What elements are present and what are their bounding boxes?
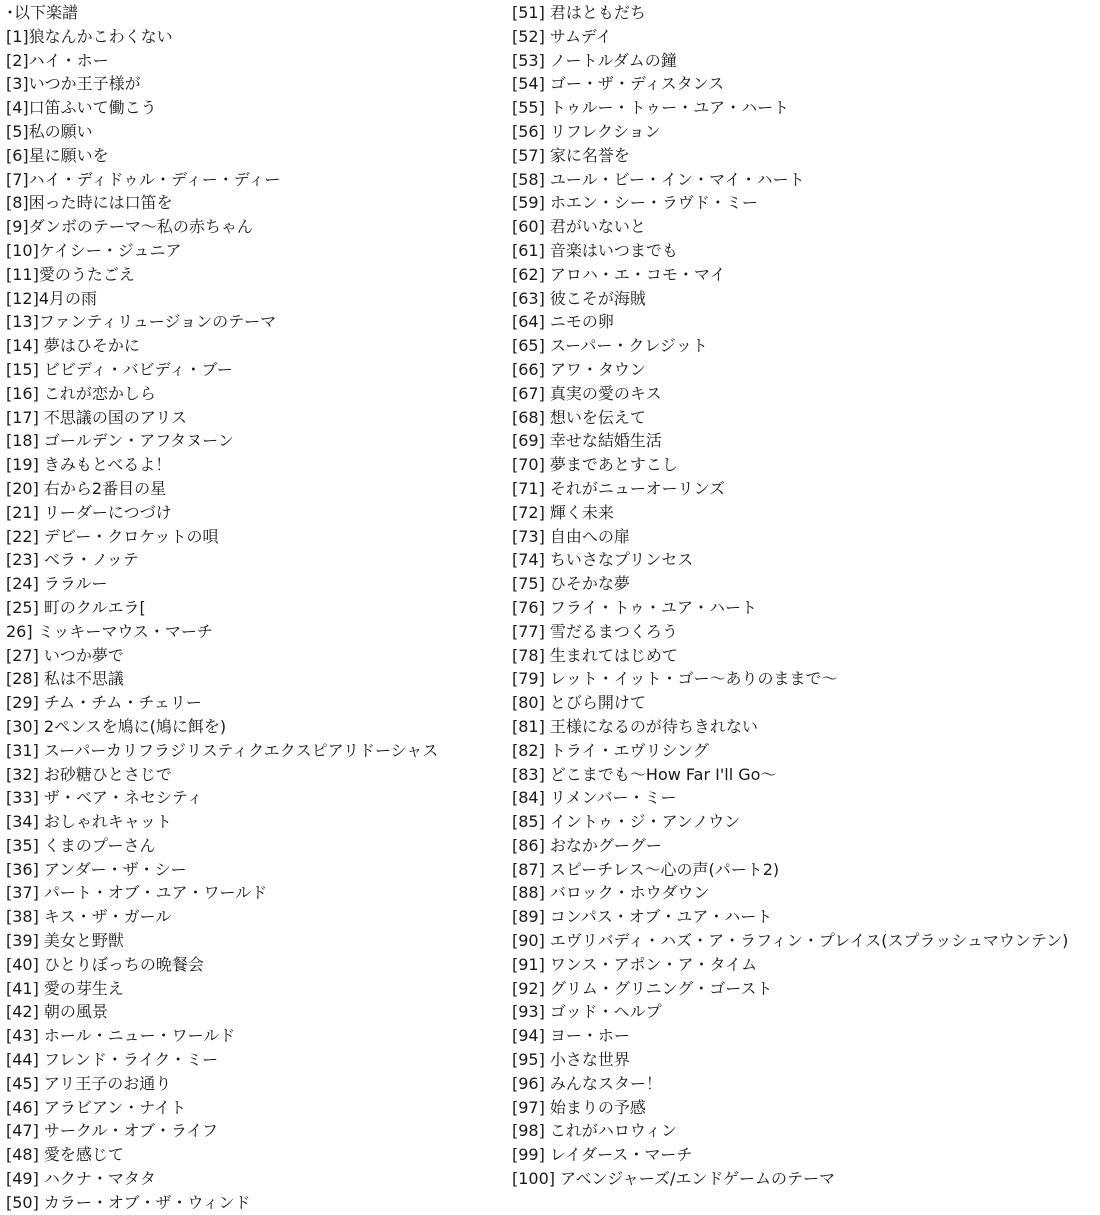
- song-list-item: [46] アラビアン・ナイト: [6, 1097, 187, 1117]
- song-list-item: [49] ハクナ・マタタ: [6, 1169, 156, 1189]
- song-list-item: [48] 愛を感じて: [6, 1145, 124, 1165]
- song-list-item: [22] デビー・クロケットの唄: [6, 526, 219, 546]
- song-list-item: [53] ノートルダムの鐘: [512, 50, 677, 70]
- song-list-item: [6]星に願いを: [6, 145, 109, 165]
- song-list-item: [58] ユール・ビー・イン・マイ・ハート: [512, 169, 805, 189]
- song-list-item: [55] トゥルー・トゥー・ユア・ハート: [512, 98, 790, 118]
- song-list-item: [74] ちいさなプリンセス: [512, 550, 694, 570]
- song-list-item: [83] どこまでも〜How Far I'll Go〜: [512, 764, 777, 784]
- song-list-item: [23] ベラ・ノッテ: [6, 550, 139, 570]
- song-list-item: [18] ゴールデン・アフタヌーン: [6, 431, 234, 451]
- song-list-item: [45] アリ王子のお通り: [6, 1073, 172, 1093]
- song-list-item: [54] ゴー・ザ・ディスタンス: [512, 74, 725, 94]
- song-list-item: [59] ホエン・シー・ラヴド・ミー: [512, 193, 758, 213]
- song-list-item: [98] これがハロウィン: [512, 1121, 677, 1141]
- song-list-item: [30] 2ペンスを鳩に(鳩に餌を): [6, 716, 227, 736]
- song-list-item: [87] スピーチレス〜心の声(パート2): [512, 859, 780, 879]
- song-list-item: [24] ララルー: [6, 574, 108, 594]
- song-list-item: [82] トライ・エヴリシング: [512, 740, 709, 760]
- song-list-item: [21] リーダーにつづけ: [6, 502, 172, 522]
- song-list-item: [76] フライ・トゥ・ユア・ハート: [512, 597, 758, 617]
- song-list-item: [4]口笛ふいて働こう: [6, 98, 157, 118]
- song-list-item: [3]いつか王子様が: [6, 74, 141, 94]
- song-list-item: [64] ニモの卵: [512, 312, 614, 332]
- song-list-item: [93] ゴッド・ヘルプ: [512, 1002, 662, 1022]
- song-list-item: [28] 私は不思議: [6, 669, 124, 689]
- song-list-item: [35] くまのプーさん: [6, 835, 156, 855]
- song-list-item: [62] アロハ・エ・コモ・マイ: [512, 264, 726, 284]
- song-list-item: [67] 真実の愛のキス: [512, 383, 662, 403]
- song-list-item: [17] 不思議の国のアリス: [6, 407, 187, 427]
- song-list-item: [57] 家に名誉を: [512, 145, 630, 165]
- song-list-item: [40] ひとりぼっちの晩餐会: [6, 954, 204, 974]
- song-list-item: [13]ファンティリュージョンのテーマ: [6, 312, 277, 332]
- song-list-item: [94] ヨー・ホー: [512, 1026, 630, 1046]
- song-list-item: [99] レイダース・マーチ: [512, 1145, 693, 1165]
- song-list-item: [97] 始まりの予感: [512, 1097, 646, 1117]
- song-list-item: [66] アワ・タウン: [512, 359, 646, 379]
- song-list-item: [96] みんなスター！: [512, 1073, 662, 1093]
- song-list-item: [33] ザ・ベア・ネセシティ: [6, 788, 203, 808]
- song-list-item: [19] きみもとべるよ！: [6, 455, 172, 475]
- song-list-item: [84] リメンバー・ミー: [512, 788, 677, 808]
- song-list-item: [10]ケイシー・ジュニア: [6, 240, 182, 260]
- song-list-right: [512, 1, 1100, 1191]
- song-list-item: [51] 君はともだち: [512, 3, 646, 22]
- song-list-item: [37] パート・オブ・ユア・ワールド: [6, 883, 268, 903]
- song-list-item: [100] アベンジャーズ/エンドゲームのテーマ: [512, 1169, 836, 1189]
- song-list-item: [32] お砂糖ひとさじで: [6, 764, 172, 784]
- song-list-item: [73] 自由への扉: [512, 526, 630, 546]
- song-list-item: [60] 君がいないと: [512, 217, 646, 237]
- song-list-item: [52] サムデイ: [512, 26, 612, 46]
- song-list-item: [50] カラー・オブ・ザ・ウィンド: [6, 1192, 251, 1212]
- song-list-item: [68] 想いを伝えて: [512, 407, 646, 427]
- song-list-item: [42] 朝の風景: [6, 1002, 108, 1022]
- song-list-item: [5]私の願い: [6, 121, 93, 141]
- song-list-left: [6, 1, 506, 1215]
- song-list-item: [31] スーパーカリフラジリスティクエクスピアリドーシャス: [6, 740, 439, 760]
- song-list-item: [90] エヴリバディ・ハズ・ア・ラフィン・プレイス(スプラッシュマウンテン): [512, 931, 1069, 951]
- song-list-item: [92] グリム・グリニング・ゴースト: [512, 978, 773, 998]
- song-list-item: [2]ハイ・ホー: [6, 50, 109, 70]
- song-list-item: [16] これが恋かしら: [6, 383, 156, 403]
- song-list-item: [91] ワンス・アポン・ア・タイム: [512, 954, 758, 974]
- song-list-item: [86] おなかグーグー: [512, 835, 662, 855]
- song-list-item: [44] フレンド・ライク・ミー: [6, 1050, 219, 1070]
- song-list-item: [12]4月の雨: [6, 288, 98, 308]
- song-list-item: [80] とびら開けて: [512, 693, 646, 713]
- song-list-item: [47] サークル・オブ・ライフ: [6, 1121, 219, 1141]
- song-list-item: [41] 愛の芽生え: [6, 978, 124, 998]
- list-heading: ･以下楽譜: [6, 3, 79, 22]
- song-list-item: [89] コンパス・オブ・ユア・ハート: [512, 907, 773, 927]
- song-list-item: [79] レット・イット・ゴー〜ありのままで〜: [512, 669, 838, 689]
- song-list-item: [65] スーパー・クレジット: [512, 336, 708, 356]
- song-list-item: [39] 美女と野獣: [6, 931, 124, 951]
- song-list-item: [43] ホール・ニュー・ワールド: [6, 1026, 236, 1046]
- song-list-item: [25] 町のクルエラ[: [6, 597, 146, 617]
- song-list-item: [71] それがニューオーリンズ: [512, 478, 726, 498]
- song-list-item: [7]ハイ・ディドゥル・ディー・ディー: [6, 169, 281, 189]
- song-list-item: [8]困った時には口笛を: [6, 193, 173, 213]
- song-list-item: [72] 輝く未来: [512, 502, 614, 522]
- song-list-item: [75] ひそかな夢: [512, 574, 630, 594]
- song-list-item: [29] チム・チム・チェリー: [6, 693, 202, 713]
- song-list-item: [61] 音楽はいつまでも: [512, 240, 678, 260]
- song-list-item: [20] 右から2番目の星: [6, 478, 167, 498]
- song-list-item: [38] キス・ザ・ガール: [6, 907, 172, 927]
- song-list-item: [85] イントゥ・ジ・アンノウン: [512, 812, 741, 832]
- song-list-item: [9]ダンボのテーマ〜私の赤ちゃん: [6, 217, 253, 237]
- song-list-item: [88] バロック・ホウダウン: [512, 883, 710, 903]
- song-list-item: [78] 生まれてはじめて: [512, 645, 678, 665]
- song-list-item: [14] 夢はひそかに: [6, 336, 140, 356]
- song-list-item: [1]狼なんかこわくない: [6, 26, 173, 46]
- song-list-item: [11]愛のうたごえ: [6, 264, 135, 284]
- song-list-item: [70] 夢まであとすこし: [512, 455, 678, 475]
- song-list-item: [77] 雪だるまつくろう: [512, 621, 678, 641]
- song-list-item: [36] アンダー・ザ・シー: [6, 859, 187, 879]
- song-list-item: [27] いつか夢で: [6, 645, 124, 665]
- song-list-item: [56] リフレクション: [512, 121, 661, 141]
- song-list-item: 26] ミッキーマウス・マーチ: [6, 621, 213, 641]
- song-list-item: [69] 幸せな結婚生活: [512, 431, 662, 451]
- song-list-item: [34] おしゃれキャット: [6, 812, 172, 832]
- song-list-item: [15] ビビディ・バビディ・ブー: [6, 359, 233, 379]
- song-list-item: [95] 小さな世界: [512, 1050, 630, 1070]
- song-list-item: [81] 王様になるのが待ちきれない: [512, 716, 758, 736]
- song-list-item: [63] 彼こそが海賊: [512, 288, 646, 308]
